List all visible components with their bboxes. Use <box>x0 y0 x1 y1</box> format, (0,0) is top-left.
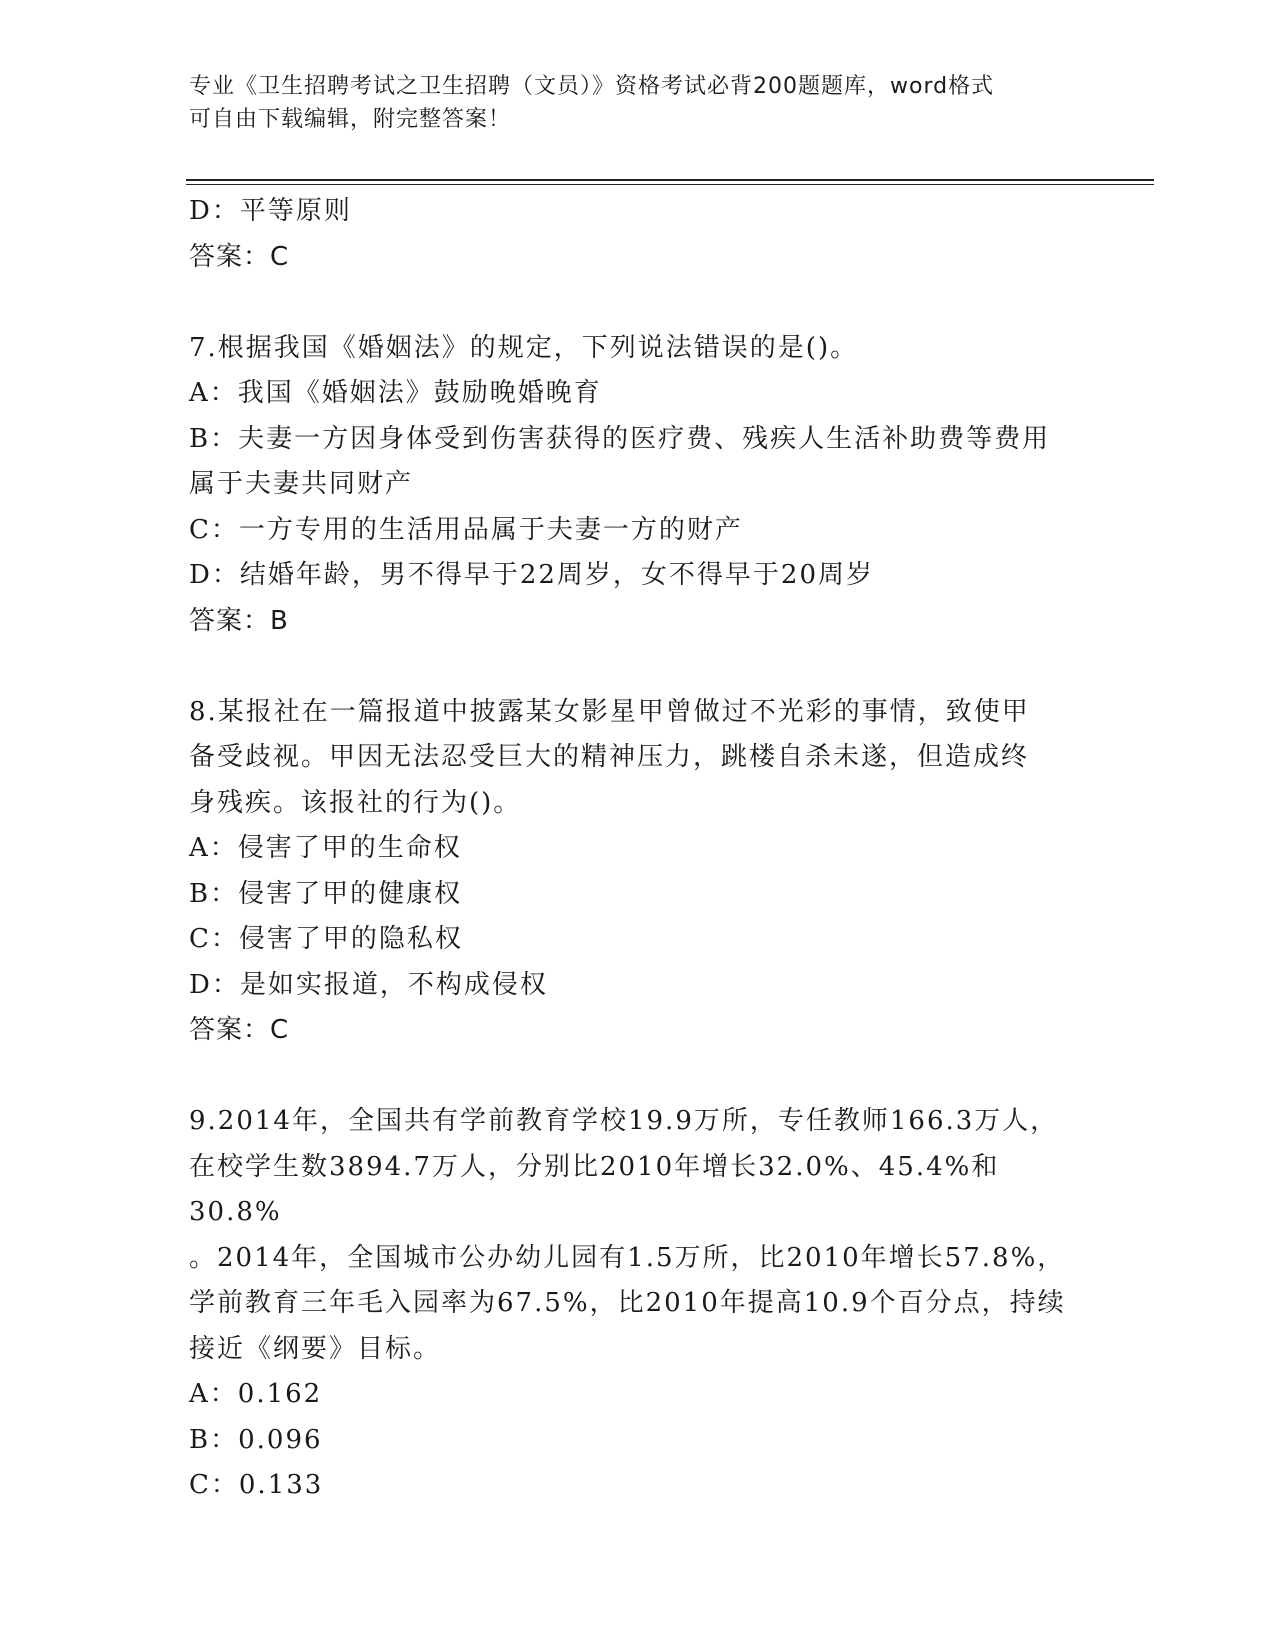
q7-stem: 7.根据我国《婚姻法》的规定，下列说法错误的是()。 <box>189 332 859 363</box>
q6-answer: 答案：C <box>189 241 290 272</box>
spacer <box>189 1054 1089 1100</box>
q8-option-d: D：是如实报道，不构成侵权 <box>189 969 548 1000</box>
spacer <box>189 280 1089 326</box>
q8-option-c: C：侵害了甲的隐私权 <box>189 924 463 954</box>
q9-option-c: C：0.133 <box>189 1470 324 1500</box>
q9-stem-line-1: 9.2014年，全国共有学前教育学校19.9万所，专任教师166.3万人， <box>189 1106 1059 1136</box>
q9-option-b: B：0.096 <box>189 1424 323 1455</box>
q7-option-a: A：我国《婚姻法》鼓励晚婚晚育 <box>189 378 602 408</box>
q7-answer: 答案：B <box>189 605 289 636</box>
header-rule-thin <box>186 184 1154 185</box>
spacer <box>189 644 1089 690</box>
q8-option-b: B：侵害了甲的健康权 <box>189 878 463 909</box>
q6-option-d: D：平等原则 <box>189 196 352 226</box>
q8-stem-line-3: 身残疾。该报社的行为()。 <box>189 787 522 818</box>
q7-option-d: D：结婚年龄，男不得早于22周岁，女不得早于20周岁 <box>189 560 875 590</box>
q8-stem-line-1: 8.某报社在一篇报道中披露某女影星甲曾做过不光彩的事情，致使甲 <box>189 696 1030 727</box>
header-line-2: 可自由下载编辑，附完整答案！ <box>189 107 512 132</box>
header-rule-thick <box>186 179 1154 181</box>
q9-stem-line-4: 学前教育三年毛入园率为67.5%，比2010年提高10.9个百分点，持续 <box>189 1288 1066 1318</box>
q9-stem-line-3: 。2014年，全国城市公办幼儿园有1.5万所，比2010年增长57.8%， <box>189 1242 1066 1273</box>
q7-option-b-line-2: 属于夫妻共同财产 <box>189 469 414 499</box>
q7-option-c: C：一方专用的生活用品属于夫妻一方的财产 <box>189 514 743 545</box>
q9-stem-line-2: 在校学生数3894.7万人，分别比2010年增长32.0%、45.4%和30.8% <box>189 1151 1000 1227</box>
question-content <box>189 189 1089 1509</box>
q7-option-b-line-1: B：夫妻一方因身体受到伤害获得的医疗费、残疾人生活补助费等费用 <box>189 423 1051 454</box>
q9-option-a: A：0.162 <box>189 1379 323 1409</box>
q8-answer: 答案：C <box>189 1015 290 1045</box>
document-header <box>189 70 1069 136</box>
q8-stem-line-2: 备受歧视。甲因无法忍受巨大的精神压力，跳楼自杀未遂，但造成终 <box>189 742 1030 772</box>
header-line-1: 专业《卫生招聘考试之卫生招聘（文员）》资格考试必背200题题库，word格式 <box>189 74 995 99</box>
q8-option-a: A：侵害了甲的生命权 <box>189 833 462 863</box>
q9-stem-line-5: 接近《纲要》目标。 <box>189 1333 442 1364</box>
